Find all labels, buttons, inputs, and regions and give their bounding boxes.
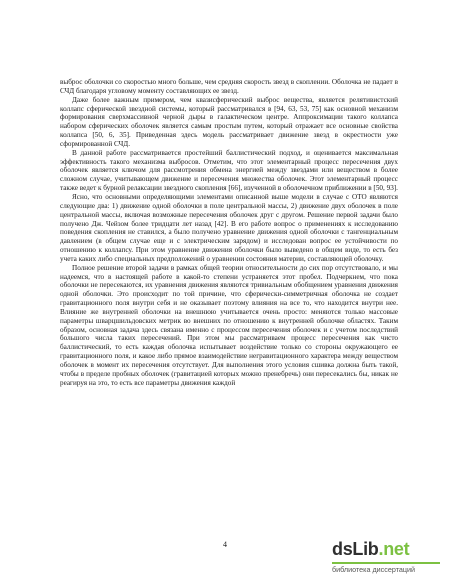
watermark-brand xyxy=(332,539,409,560)
watermark-underline xyxy=(332,562,440,564)
watermark-brand-main: dsLib xyxy=(332,539,379,559)
paragraph-1: выброс оболочки со скоростью много больше, чем средняя скорость звезд в скоплении. Оболочка не падает в СЧД благодаря угловому моменту составляющих ее звезд. xyxy=(60,78,398,95)
paragraph-3: В данной работе рассматривается простейший баллистический подход, и оценивается максимальная эффективность такого механизма выбросов. Отметим, что этот элементарный процесс пересечения двух оболочек является ключом для рассмотрения обмена энергией между звездами или веществом в более сложном случае, учитывающем движение и пересечения множества оболочек. Этот элементарный процесс также ведет к бурной релаксации звездного скопления [66], изученной в оболочечном приближении в [50, 93]. xyxy=(60,148,398,193)
watermark-logo xyxy=(332,539,444,575)
paragraph-4: Ясно, что основными определяющими элементами описанной выше модели в случае с ОТО являются следующие два: 1) движение одной оболочки в поле центральной массы, 2) движение двух оболочек в поле центральной массы, включая возможные пересечения оболочек друг с другом. Решение первой задачи было получено Дж. Чейзом более тридцати лет назад [42]. В его работе вопрос о применениях к исследованию поведения скопления не ставился, а было получено уравнение движения одной оболочки с тангенциальным давлением (в общем случае еще и с электрическим зарядом) и исследован вопрос ее устойчивости по отношению к коллапсу. При этом уравнение движения оболочки было выведено в общем виде, то есть без учета каких либо специальных предположений о уравнении состояния материи, составляющей оболочку. xyxy=(60,192,398,263)
paragraph-5: Полное решение второй задачи в рамках общей теории относительности до сих пор отсутствовало, и мы надеемся, что в настоящей работе в какой-то степени устраняется этот пробел. Подчеркнем, что пока оболочки не пересекаются, их уравнения движения являются тривиальным обобщением уравнения движения одной оболочки. Это происходит по той причине, что сферически-симметричная оболочка не создает гравитационного поля внутри себя и не оказывает поэтому влияния на все то, что находится внутри нее. Влияние же внутренней оболочки на внешнюю учитывается очень просто: меняются только массовые параметры шварцшильдовских метрик во внешних по отношению к внутренней оболочке областях. Таким образом, основная задача здесь связана именно с процессом пересечения оболочек и с учетом последствий большого числа таких пересечений. При этом мы рассматриваем процесс пересечения как чисто баллистический, то есть каждая оболочка испытывает воздействие только со стороны окружающего ее гравитационного поля, и какое либо прямое взаимодействие негравитационного характера между веществом оболочек в момент их пересечения отсутствует. Для выполнения этого условия сшивка должна быть такой, чтобы в пределе пробных оболочек (гравитацией которых можно пренебречь) они пересекались бы, никак не реагируя на это, то есть все параметры движения каждой xyxy=(60,263,398,387)
watermark-tagline: библиотека диссертаций xyxy=(332,565,416,574)
watermark-brand-accent: .net xyxy=(378,539,410,559)
paragraph-2: Даже более важным примером, чем квазисферический выброс вещества, является релятивистский коллапс сферической звездной системы, который рассматривался в [94, 63, 53, 75] как основной механизм формирования сверхмассивной черной дыры в галактическом центре. Аппроксимации такого коллапса набором сферических оболочек является самым простым путем, который отражает все основные свойства коллапса [50, 6, 35]. Приведенная здесь модель рассматривает движение звезд в окрестности уже сформированной СЧД. xyxy=(60,95,398,148)
body-text xyxy=(60,78,398,388)
page-number: 4 xyxy=(223,540,227,549)
